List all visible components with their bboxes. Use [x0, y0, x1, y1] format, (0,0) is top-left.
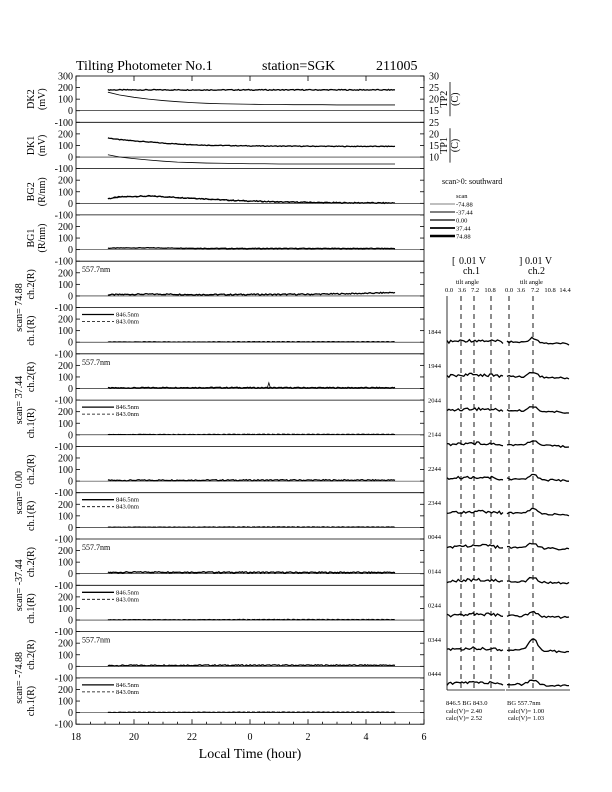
temp-label: TP2 [439, 90, 450, 108]
y-tick-label: 0 [68, 384, 73, 396]
scan-legend-entry: 0.00 [456, 217, 468, 225]
y-tick-label: 0 [68, 430, 73, 442]
panel-dk2 [26, 72, 424, 129]
temp-tick-label: 20 [429, 94, 439, 106]
panel-label: ch.2(R) [26, 639, 37, 670]
timeseries-panels [14, 72, 461, 763]
y-tick-label: 0 [68, 198, 73, 210]
panel-bg2 [26, 169, 424, 222]
y-tick-label: 200 [58, 592, 73, 604]
ch1-spectrum [447, 340, 503, 344]
legend-557: 557.7nm [82, 357, 111, 367]
panel-unit: (R/nm) [37, 177, 48, 207]
y-tick-label: 200 [58, 268, 73, 280]
series-bg2 [108, 196, 395, 204]
spectrum-time-label: 0144 [428, 568, 441, 576]
series-tp1 [108, 155, 395, 164]
y-tick-label: -100 [54, 395, 73, 407]
spectrum-time-label: 2344 [428, 500, 441, 507]
scan-legend-title: scan>0: southward [442, 177, 503, 186]
spectrum-time-label: 0344 [428, 636, 441, 644]
ch1-spectrum [447, 579, 503, 583]
panel-pm74c1 [14, 652, 424, 731]
panel-pm74c2 [26, 632, 424, 685]
y-tick-label: 0 [68, 615, 73, 627]
scan-group-label: scan= 74.88 [14, 283, 25, 332]
y-tick-label: -100 [54, 719, 73, 731]
panel-label: DK1 [26, 135, 37, 156]
scan-legend-header: scan [456, 193, 468, 200]
y-tick-label: 200 [58, 175, 73, 187]
panel-label: ch.1(R) [26, 593, 37, 624]
y-tick-label: 100 [58, 650, 73, 662]
panel-label: ch.2(R) [26, 454, 37, 485]
legend-846: 846.5nm [116, 496, 139, 504]
ch1-scale-bracket: [ [452, 256, 456, 267]
ch1-calc-1: calc(V)= 2.40 [446, 708, 483, 715]
legend-846: 846.5nm [116, 681, 139, 689]
panel-unit: (mV) [37, 134, 48, 157]
ch2-calc-1: calc(V)= 1.00 [508, 708, 545, 715]
panel-label: ch.2(R) [26, 269, 37, 300]
spectrum-time-label: 2044 [428, 397, 441, 405]
legend-846: 846.5nm [116, 311, 139, 319]
ch1-bottom-labels: 846.5 BG 843.0 [446, 700, 488, 707]
panel-label: ch.1(R) [26, 408, 37, 439]
legend-843: 843.0nm [116, 411, 139, 419]
y-tick-label: 200 [58, 407, 73, 419]
panel-label: ch.2(R) [26, 547, 37, 578]
temp-tick-label: 25 [429, 117, 439, 129]
ch1-spectrum [447, 477, 503, 480]
scan-legend-entry: 74.88 [456, 233, 471, 241]
y-tick-label: 200 [58, 684, 73, 696]
ch2-calc-2: calc(V)= 1.03 [508, 715, 545, 722]
series-557-7nm-0-00 [108, 480, 395, 481]
ch1-angle-label: 3.6 [457, 287, 467, 294]
x-tick-label: 18 [71, 732, 81, 744]
y-tick-label: 100 [58, 603, 73, 615]
ch1-spectrum [447, 373, 503, 377]
series-tp2 [108, 92, 395, 105]
temp-tick-label: 20 [429, 129, 439, 141]
instrument-title: Tilting Photometer No.1 [76, 59, 213, 74]
series-557-7nm-37-44 [108, 572, 395, 573]
ch1-spectrum [447, 442, 503, 446]
y-tick-label: 100 [58, 511, 73, 523]
y-tick-label: 100 [58, 187, 73, 199]
y-tick-label: -100 [54, 303, 73, 314]
temp-tick-label: 25 [429, 83, 439, 95]
ch2-bottom-labels: BG 557.7nm [507, 700, 541, 707]
ch2-spectrum [507, 578, 569, 584]
ch1-scale: 0.01 V [459, 256, 487, 267]
y-tick-label: 100 [58, 140, 73, 152]
scan-group-label: scan= -74.88 [14, 652, 25, 704]
y-tick-label: 0 [68, 152, 73, 164]
series-dk2 [108, 89, 395, 90]
x-tick-label: 20 [129, 732, 139, 744]
y-tick-label: 200 [58, 221, 73, 233]
ch2-scale-bracket: ] [519, 256, 523, 267]
ch1-calc-2: calc(V)= 2.52 [446, 715, 483, 722]
y-tick-label: 0 [68, 708, 73, 720]
ch2-spectrum [507, 441, 569, 447]
legend-846: 846.5nm [116, 404, 139, 412]
panel-label: ch.1(R) [26, 315, 37, 346]
spectrum-time-label: 0444 [428, 671, 441, 678]
legend-843: 843.0nm [116, 688, 139, 696]
ch2-angle-label: 3.6 [516, 287, 526, 294]
y-tick-label: 100 [58, 279, 73, 291]
y-tick-label: -100 [54, 488, 73, 500]
x-tick-label: 6 [421, 732, 427, 744]
ch2-spectrum [507, 612, 569, 619]
ch2-spectrum [507, 508, 569, 515]
panel-unit: (mV) [37, 88, 48, 110]
header [76, 59, 417, 74]
temp-tick-label: 30 [429, 71, 439, 83]
ch2-angle-label: 10.8 [544, 287, 556, 294]
panel-dk1 [26, 122, 424, 175]
y-tick-label: 0 [68, 245, 73, 257]
series-dk1 [108, 138, 395, 147]
y-tick-label: 200 [58, 83, 73, 95]
y-tick-label: 0 [68, 661, 73, 673]
ch2-spectrum [507, 407, 569, 413]
ch2-tilt-label: tilt angle [520, 279, 543, 286]
ch2-angle-label: 7.2 [530, 287, 540, 294]
ch2-spectrum [507, 475, 569, 482]
panel-pm37c2 [26, 539, 424, 592]
ch1-spectrum [447, 647, 503, 651]
y-tick-label: 0 [68, 291, 73, 303]
y-tick-label: 200 [58, 546, 73, 558]
panel-bg1 [26, 215, 424, 268]
ch1-spectrum [447, 544, 503, 548]
spectrum-time-label: 0044 [428, 534, 441, 542]
y-tick-label: 200 [58, 360, 73, 372]
ch2-scale: 0.01 V [525, 256, 553, 267]
ch1-spectrum [447, 408, 503, 412]
ch1-angle-label: 0.0 [444, 287, 454, 294]
y-tick-label: 100 [58, 233, 73, 245]
spike [267, 383, 270, 388]
ch2-spectrum [507, 337, 569, 345]
ch2-spectrum [507, 373, 569, 379]
legend-843: 843.0nm [116, 596, 139, 604]
y-tick-label: 0 [68, 476, 73, 488]
y-tick-label: -100 [54, 210, 73, 222]
ch2-angle-label: 0.0 [504, 287, 514, 294]
panel-unit: (R/nm) [37, 223, 48, 253]
spectrum-time-label: 1844 [428, 329, 441, 336]
ch2-angle-label: 14.4 [559, 287, 571, 294]
y-tick-label: -100 [54, 256, 73, 268]
y-tick-label: -100 [54, 580, 73, 592]
y-tick-label: -100 [54, 627, 73, 639]
y-tick-label: -100 [54, 349, 73, 361]
y-tick-label: -100 [54, 117, 73, 129]
y-tick-label: 100 [58, 372, 73, 384]
scan-legend [430, 177, 502, 241]
spectrum-time-label: 2144 [428, 431, 441, 439]
scan-group-label: scan= -37.44 [14, 559, 25, 612]
y-tick-label: 0 [68, 337, 73, 349]
ch2-spectrum [507, 639, 569, 652]
temp-tick-label: 15 [429, 140, 439, 152]
y-tick-label: -100 [54, 164, 73, 176]
spectrum-time-label: 1944 [428, 363, 441, 371]
x-axis-label: Local Time (hour) [198, 747, 302, 763]
y-tick-label: 100 [58, 557, 73, 569]
legend-843: 843.0nm [116, 318, 139, 326]
y-tick-label: -100 [54, 441, 73, 453]
temp-tick-label: 10 [429, 152, 439, 164]
y-tick-label: 100 [58, 94, 73, 106]
scan-group-label: scan= 37.44 [14, 375, 25, 425]
temp-label: TP1 [439, 137, 450, 154]
spectrum-time-label: 2244 [428, 465, 441, 473]
spectrum-time-label: 0244 [428, 602, 441, 610]
y-tick-label: 100 [58, 326, 73, 338]
y-tick-label: -100 [54, 534, 73, 546]
y-tick-label: -100 [54, 673, 73, 685]
y-tick-label: 0 [68, 522, 73, 534]
series-557-7nm-74-88 [108, 665, 395, 666]
panel-label: BG1 [26, 228, 37, 248]
ch1-tilt-label: tilt angle [456, 279, 479, 286]
x-tick-label: 0 [247, 732, 253, 744]
ch1-spectrum [447, 682, 503, 686]
y-tick-label: 200 [58, 499, 73, 511]
panel-label: ch.1(R) [26, 500, 37, 531]
ch2-label: ch.2 [528, 266, 545, 277]
scan-legend-entry: 37.44 [456, 225, 471, 233]
panel-label: ch.2(R) [26, 361, 37, 393]
panel-p74c2 [26, 261, 424, 314]
panel-p00c2 [26, 446, 424, 499]
x-tick-label: 4 [363, 732, 369, 744]
scan-legend-entry: -74.88 [456, 201, 473, 209]
panel-p00c1 [14, 471, 424, 546]
series-557-7nm-74-88 [108, 292, 395, 295]
ch1-label: ch.1 [463, 266, 480, 277]
legend-557: 557.7nm [82, 543, 111, 552]
legend-846: 846.5nm [116, 589, 139, 597]
panel-label: ch.1(R) [26, 685, 37, 717]
date-label: 211005 [376, 59, 418, 74]
spectra-panel [428, 256, 571, 722]
x-tick-label: 2 [305, 732, 311, 744]
ch2-spectrum [507, 680, 569, 686]
y-tick-label: 0 [68, 106, 73, 118]
y-tick-label: 300 [58, 71, 73, 83]
y-tick-label: 200 [58, 314, 73, 326]
y-tick-label: 200 [58, 453, 73, 465]
ch1-spectrum [447, 510, 503, 514]
temp-tick-label: 15 [429, 106, 439, 118]
y-tick-label: 100 [58, 465, 73, 477]
y-tick-label: 200 [58, 129, 73, 141]
legend-557: 557.7nm [82, 265, 111, 275]
ch1-spectrum [447, 613, 503, 617]
panel-label: DK2 [26, 89, 37, 109]
temp-unit: (C) [450, 138, 461, 153]
legend-843: 843.0nm [116, 503, 139, 511]
y-tick-label: 100 [58, 418, 73, 430]
panel-p37c2 [26, 354, 424, 407]
scan-legend-entry: -37.44 [456, 209, 473, 217]
series-bg1 [108, 248, 395, 249]
ch1-angle-label: 7.2 [470, 287, 480, 294]
legend-557: 557.7nm [82, 635, 111, 645]
scan-group-label: scan= 0.00 [14, 470, 25, 515]
panel-label: BG2 [26, 182, 37, 202]
y-tick-label: 100 [58, 696, 73, 708]
temp-unit: (C) [450, 92, 461, 106]
ch1-angle-label: 10.8 [484, 287, 496, 294]
y-tick-label: 200 [58, 638, 73, 650]
y-tick-label: 0 [68, 569, 73, 581]
series-557-7nm-37-44 [108, 387, 395, 388]
ch2-spectrum [507, 543, 569, 550]
x-tick-label: 22 [187, 732, 197, 744]
station-label: station=SGK [262, 59, 336, 74]
